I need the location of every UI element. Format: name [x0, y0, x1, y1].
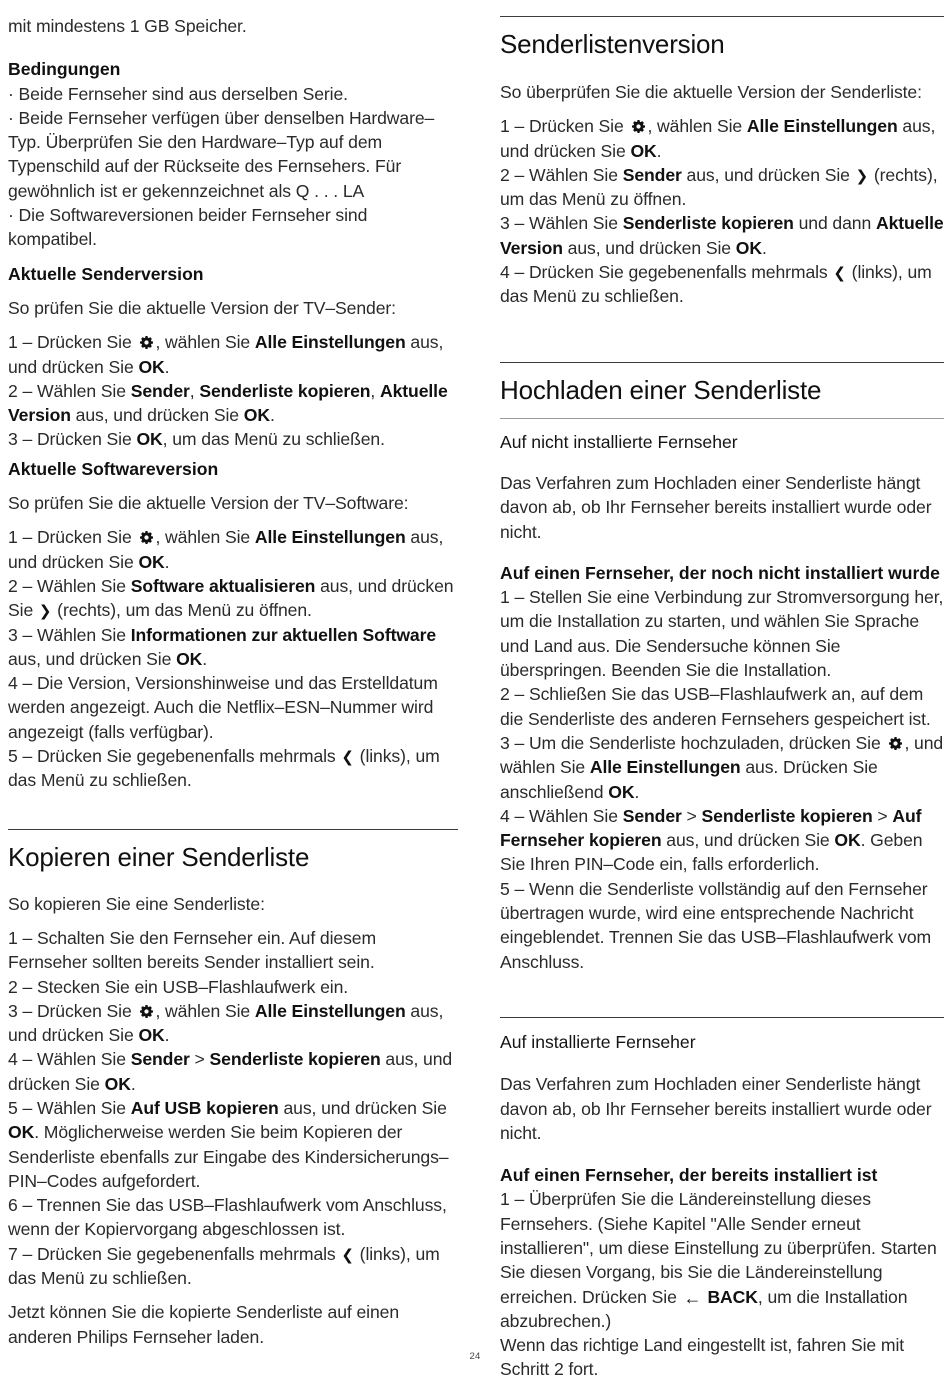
key-label: OK — [136, 429, 163, 450]
key-label: OK — [104, 1073, 131, 1094]
step-text: 7 – Drücken Sie gegebenenfalls mehrmals — [8, 1243, 341, 1264]
menu-label: Sender — [622, 164, 682, 185]
gear-icon — [631, 119, 646, 134]
step-text: . — [164, 551, 170, 572]
step-text: . — [656, 140, 662, 161]
menu-label: Auf USB kopieren — [130, 1097, 279, 1118]
condition-item: · Beide Fernseher verfügen über denselben Hardware–Typ. Überprüfen Sie den Hardware–Typ auf dem Typenschild auf der Rückseite des Fernsehers. Für gewöhnlich ist er gekennzeichnet als Q . . . LA — [8, 107, 435, 201]
right-column — [500, 0, 944, 1382]
channel-version-intro: So prüfen Sie die aktuelle Version der TV–Sender: — [8, 297, 396, 318]
step-text: > — [681, 805, 702, 826]
step-text: 2 – Wählen Sie — [500, 164, 623, 185]
step-text: (rechts), um das Menü zu öffnen. — [52, 600, 312, 621]
step-text: (links), um das Menü zu schließen. — [8, 746, 440, 791]
chevron-left-icon: ❮ — [341, 749, 354, 767]
key-label: OK — [608, 781, 635, 802]
gear-icon — [139, 1004, 154, 1019]
copy-list-step-5 — [8, 1096, 458, 1193]
installed-intro: Das Verfahren zum Hochladen einer Senderliste hängt davon ab, ob Ihr Fernseher bereits installiert wurde oder nicht. — [500, 1074, 932, 1143]
menu-label: Sender — [622, 805, 682, 826]
chevron-right-icon: ❯ — [38, 603, 52, 621]
menu-label: Sender — [130, 380, 190, 401]
copy-list-step-1: 1 – Schalten Sie den Fernseher ein. Auf diesem Fernseher sollten bereits Sender installiert sein. — [8, 927, 377, 973]
menu-label: Alle Einstellungen — [746, 116, 898, 137]
copy-list-intro: So kopieren Sie eine Senderliste: — [8, 893, 265, 914]
menu-label: Senderliste kopieren — [209, 1049, 381, 1070]
step-text: , wählen Sie — [155, 527, 255, 548]
step-text: aus, und drücken Sie — [8, 332, 444, 377]
step-text: (links), um das Menü zu schließen. — [500, 262, 932, 307]
step-text: 1 – Drücken Sie — [8, 332, 137, 353]
menu-label: Aktuelle Version — [500, 213, 944, 258]
step-text: 3 – Drücken Sie — [8, 1000, 137, 1021]
software-version-intro: So prüfen Sie die aktuelle Version der TV–Software: — [8, 493, 409, 514]
step-text: . — [761, 237, 767, 258]
copy-list-step-7 — [8, 1242, 458, 1291]
key-label: OK — [630, 140, 657, 161]
arrow-left-icon: ← — [683, 1287, 702, 1308]
step-text: aus, und drücken Sie — [70, 405, 244, 426]
upload-step-2: 2 – Schließen Sie das USB–Flashlaufwerk an, auf dem die Senderliste des anderen Fernsehers gespeichert ist. — [500, 684, 931, 729]
installed-step-2: Wenn das richtige Land eingestellt ist, fahren Sie mit Schritt 2 fort. — [500, 1335, 905, 1380]
step-text: 4 – Wählen Sie — [500, 805, 623, 826]
chevron-left-icon: ❮ — [341, 1246, 354, 1264]
step-text: > — [872, 805, 893, 826]
software-version-step-4: 4 – Die Version, Versionshinweise und das Erstelldatum werden angezeigt. Auch die Netflix–ESN–Nummer wird angezeigt (falls verfügbar). — [8, 673, 438, 742]
step-text: 1 – Überprüfen Sie die Ländereinstellung dieses Fernsehers. (Siehe Kapitel "Alle Sender erneut installieren", um diese Einstellung zu überprüfen. Starten Sie diesen Vorgang, bis Sie die Ländereinstellung erreichen. Drücken Sie — [500, 1189, 937, 1307]
step-text: . — [634, 781, 640, 802]
step-text: 2 – Wählen Sie — [8, 575, 131, 596]
step-text: aus, und drücken Sie — [500, 116, 936, 161]
left-column — [8, 0, 458, 1349]
upload-step-3 — [500, 731, 944, 804]
menu-label: Sender — [130, 1049, 190, 1070]
key-label: OK — [176, 648, 203, 669]
step-text: . — [202, 648, 208, 669]
upload-not-installed-bold-subheading: Auf einen Fernseher, der noch nicht installiert wurde — [500, 562, 940, 583]
step-text: (links), um das Menü zu schließen. — [8, 1243, 440, 1289]
step-text: aus, und drücken Sie — [562, 237, 736, 258]
menu-label: Senderliste kopieren — [199, 380, 371, 401]
software-version-step-5 — [8, 744, 458, 793]
step-text: (rechts), um das Menü zu öffnen. — [500, 164, 938, 210]
step-text: 4 – Drücken Sie gegebenenfalls mehrmals — [500, 262, 833, 283]
step-text: . — [164, 356, 170, 377]
menu-label: Alle Einstellungen — [254, 1000, 406, 1021]
upload-step-1: 1 – Stellen Sie eine Verbindung zur Stromversorgung her, um die Installation zu starten, und wählen Sie Sprache und Land aus. Die Sendersuche können Sie überspringen. Beenden Sie die Installation. — [500, 587, 944, 681]
copy-list-closing: Jetzt können Sie die kopierte Senderliste auf einen anderen Philips Fernseher laden. — [8, 1302, 400, 1347]
step-text: aus, und drücken Sie — [278, 1097, 447, 1118]
menu-label: Software aktualisieren — [130, 575, 316, 596]
step-text: , und wählen Sie — [500, 732, 944, 778]
step-text: , um das Menü zu schließen. — [162, 429, 385, 450]
key-label: OK — [735, 237, 762, 258]
step-text: 1 – Drücken Sie — [8, 527, 137, 548]
menu-label: Senderliste kopieren — [701, 805, 873, 826]
channel-version-heading: Aktuelle Senderversion — [8, 263, 204, 284]
upload-step-5: 5 – Wenn die Senderliste vollständig auf den Fernseher übertragen wurde, wird eine entsprechende Nachricht eingeblendet. Trennen Sie das USB–Flashlaufwerk vom Anschluss. — [500, 878, 932, 972]
copy-list-step-6: 6 – Trennen Sie das USB–Flashlaufwerk vom Anschluss, wenn der Kopiervorgang abgeschlossen ist. — [8, 1195, 447, 1240]
step-text: aus. Drücken Sie anschließend — [500, 757, 878, 802]
menu-label: Informationen zur aktuellen Software — [130, 624, 437, 645]
key-label: OK — [243, 405, 270, 426]
step-text: . Möglicherweise werden Sie beim Kopieren der Senderliste ebenfalls zur Eingabe des Kindersicherungs–PIN–Codes aufgefordert. — [8, 1122, 449, 1191]
software-version-heading: Aktuelle Softwareversion — [8, 458, 219, 479]
key-label: OK — [8, 1122, 35, 1143]
step-text: 3 – Um die Senderliste hochzuladen, drücken Sie — [500, 732, 886, 753]
step-text: 3 – Wählen Sie — [500, 213, 623, 234]
list-version-heading: Senderlistenversion — [500, 29, 725, 59]
condition-item: · Beide Fernseher sind aus derselben Serie. — [8, 83, 348, 104]
software-version-step-2 — [8, 574, 458, 623]
step-text: . Geben Sie Ihren PIN–Code ein, falls erforderlich. — [500, 830, 923, 875]
page-number: 24 — [469, 1351, 481, 1362]
list-version-step-2 — [500, 163, 944, 212]
step-text: 3 – Drücken Sie — [8, 429, 137, 450]
list-version-step-4 — [500, 260, 944, 309]
step-text: aus, und drücken Sie — [661, 830, 835, 851]
chevron-left-icon: ❮ — [833, 265, 846, 283]
upload-step-4 — [500, 804, 944, 877]
step-text: 3 – Wählen Sie — [8, 624, 131, 645]
menu-label: Auf Fernseher kopieren — [500, 805, 922, 851]
conditions-heading: Bedingungen — [8, 59, 121, 80]
step-text: 5 – Drücken Sie gegebenenfalls mehrmals — [8, 746, 341, 767]
step-text: aus, und drücken Sie — [8, 575, 454, 621]
channel-version-step-3 — [8, 427, 458, 451]
step-text: 1 – Drücken Sie — [500, 116, 629, 137]
step-text: . — [130, 1073, 136, 1094]
channel-version-step-2 — [8, 379, 458, 428]
key-label: OK — [138, 1025, 165, 1046]
gear-icon — [139, 335, 154, 350]
step-text: 4 – Wählen Sie — [8, 1049, 131, 1070]
step-text: 5 – Wählen Sie — [8, 1097, 131, 1118]
software-version-step-3 — [8, 623, 458, 672]
gear-icon — [888, 736, 903, 751]
menu-label: Senderliste kopieren — [622, 213, 794, 234]
key-label: BACK — [707, 1286, 758, 1307]
chevron-right-icon: ❯ — [855, 167, 869, 185]
step-text: , — [189, 380, 200, 401]
list-version-step-1 — [500, 114, 944, 163]
copy-list-step-2: 2 – Stecken Sie ein USB–Flashlaufwerk ein. — [8, 976, 349, 997]
step-text: aus, und drücken Sie — [8, 648, 177, 669]
menu-label: Alle Einstellungen — [254, 332, 406, 353]
key-label: OK — [138, 551, 165, 572]
step-text: , — [370, 380, 380, 401]
step-text: 2 – Wählen Sie — [8, 380, 131, 401]
list-version-intro: So überprüfen Sie die aktuelle Version der Senderliste: — [500, 82, 922, 102]
condition-item: · Die Softwareversionen beider Fernseher sind kompatibel. — [8, 205, 368, 250]
upload-list-heading: Hochladen einer Senderliste — [500, 374, 822, 405]
menu-label: Alle Einstellungen — [589, 757, 741, 778]
step-text: . — [164, 1025, 170, 1046]
gear-icon — [139, 530, 154, 545]
step-text: aus, und drücken Sie — [681, 164, 855, 185]
copy-list-step-4 — [8, 1047, 458, 1096]
step-text: , wählen Sie — [647, 116, 747, 137]
lead-paragraph: mit mindestens 1 GB Speicher. — [8, 16, 247, 36]
step-text: , wählen Sie — [155, 1000, 255, 1021]
installed-subheading: Auf installierte Fernseher — [500, 1031, 696, 1052]
menu-label: Alle Einstellungen — [254, 527, 406, 548]
step-text: aus, und drücken Sie — [8, 1000, 444, 1046]
step-text: , um die Installation abzubrechen.) — [500, 1286, 908, 1331]
copy-list-heading: Kopieren einer Senderliste — [8, 841, 310, 872]
software-version-step-1 — [8, 525, 458, 574]
step-text: . — [269, 405, 275, 426]
upload-not-installed-subheading: Auf nicht installierte Fernseher — [500, 431, 738, 452]
copy-list-step-3 — [8, 999, 458, 1048]
step-text: > — [189, 1049, 210, 1070]
step-text: aus, und drücken Sie — [8, 1049, 453, 1094]
step-text: , wählen Sie — [155, 332, 255, 353]
installed-bold-subheading: Auf einen Fernseher, der bereits installiert ist — [500, 1165, 878, 1186]
step-text: aus, und drücken Sie — [8, 527, 444, 572]
key-label: OK — [138, 356, 165, 377]
menu-label: Aktuelle Version — [8, 380, 448, 426]
upload-list-intro: Das Verfahren zum Hochladen einer Senderliste hängt davon ab, ob Ihr Fernseher bereits installiert wurde oder nicht. — [500, 472, 932, 542]
installed-step-1 — [500, 1187, 944, 1333]
channel-version-step-1 — [8, 330, 458, 379]
step-text: und dann — [793, 213, 876, 234]
key-label: OK — [834, 830, 861, 851]
list-version-step-3 — [500, 211, 944, 260]
